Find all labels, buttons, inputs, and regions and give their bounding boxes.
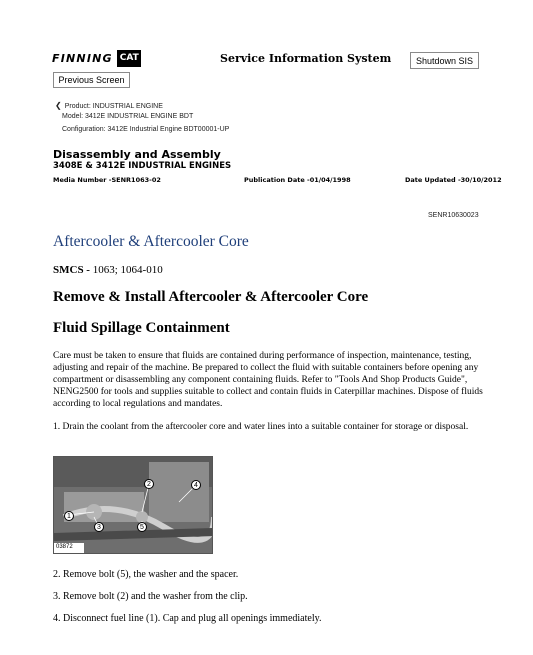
back-arrow-icon[interactable]: ❮: [55, 101, 62, 110]
date-updated: Date Updated -30/10/2012: [405, 176, 502, 184]
step-1: 1. Drain the coolant from the aftercooler core and water lines into a suitable container for storage or disposal.: [53, 422, 469, 432]
heading-fluid-spillage: Fluid Spillage Containment: [53, 320, 230, 336]
fluid-paragraph: Care must be taken to ensure that fluids are contained during performance of inspection, maintenance, testing, adjusting and repair of the machine. Be prepared to collect the fluid with suitable containers before opening any compartment or disassembling any component containing fluids. Refer to "Tools And Shop Products Guide", NENG2500 for tools and supplies suitable to collect and contain fluids in Caterpillar machines. Dispose of fluids according to local regulations and mandates.: [53, 351, 483, 409]
aftercooler-illustration: [53, 456, 213, 554]
model-line: Model: 3412E INDUSTRIAL ENGINE BDT: [62, 113, 194, 120]
app-title: Service Information System: [220, 52, 392, 65]
logo-text: FINNING: [52, 52, 113, 65]
previous-screen-button[interactable]: Previous Screen: [53, 72, 130, 88]
callout-1: 1: [64, 511, 74, 521]
document-id: SENR10630023: [428, 212, 479, 219]
step-4: 4. Disconnect fuel line (1). Cap and plug all openings immediately.: [53, 613, 322, 624]
configuration-line: Configuration: 3412E Industrial Engine BDT00001-UP: [62, 126, 230, 133]
illustration-id: 03872: [56, 544, 73, 550]
publication-date: Publication Date -01/04/1998: [244, 176, 351, 184]
cat-badge: CAT: [117, 50, 141, 67]
finning-cat-logo: [52, 49, 141, 68]
step-2: 2. Remove bolt (5), the washer and the spacer.: [53, 569, 239, 580]
engines-title: 3408E & 3412E INDUSTRIAL ENGINES: [53, 161, 232, 171]
callout-5: 5: [137, 522, 147, 532]
shutdown-sis-button[interactable]: Shutdown SIS: [410, 52, 479, 69]
section-title: Disassembly and Assembly: [53, 148, 221, 161]
heading-remove-install: Remove & Install Aftercooler & Aftercooler Core: [53, 289, 369, 305]
callout-4: 4: [191, 480, 201, 490]
smcs-label: SMCS -: [53, 264, 93, 276]
page-title: Aftercooler & Aftercooler Core: [53, 233, 249, 250]
product-line: [55, 101, 163, 110]
callout-2: 2: [144, 479, 154, 489]
callout-3: 3: [94, 522, 104, 532]
smcs-codes: 1063; 1064-010: [92, 264, 163, 276]
media-number: Media Number -SENR1063-02: [53, 176, 161, 184]
step-3: 3. Remove bolt (2) and the washer from the clip.: [53, 591, 248, 602]
smcs-line: [53, 264, 163, 276]
product-text: Product: INDUSTRIAL ENGINE: [64, 103, 163, 110]
